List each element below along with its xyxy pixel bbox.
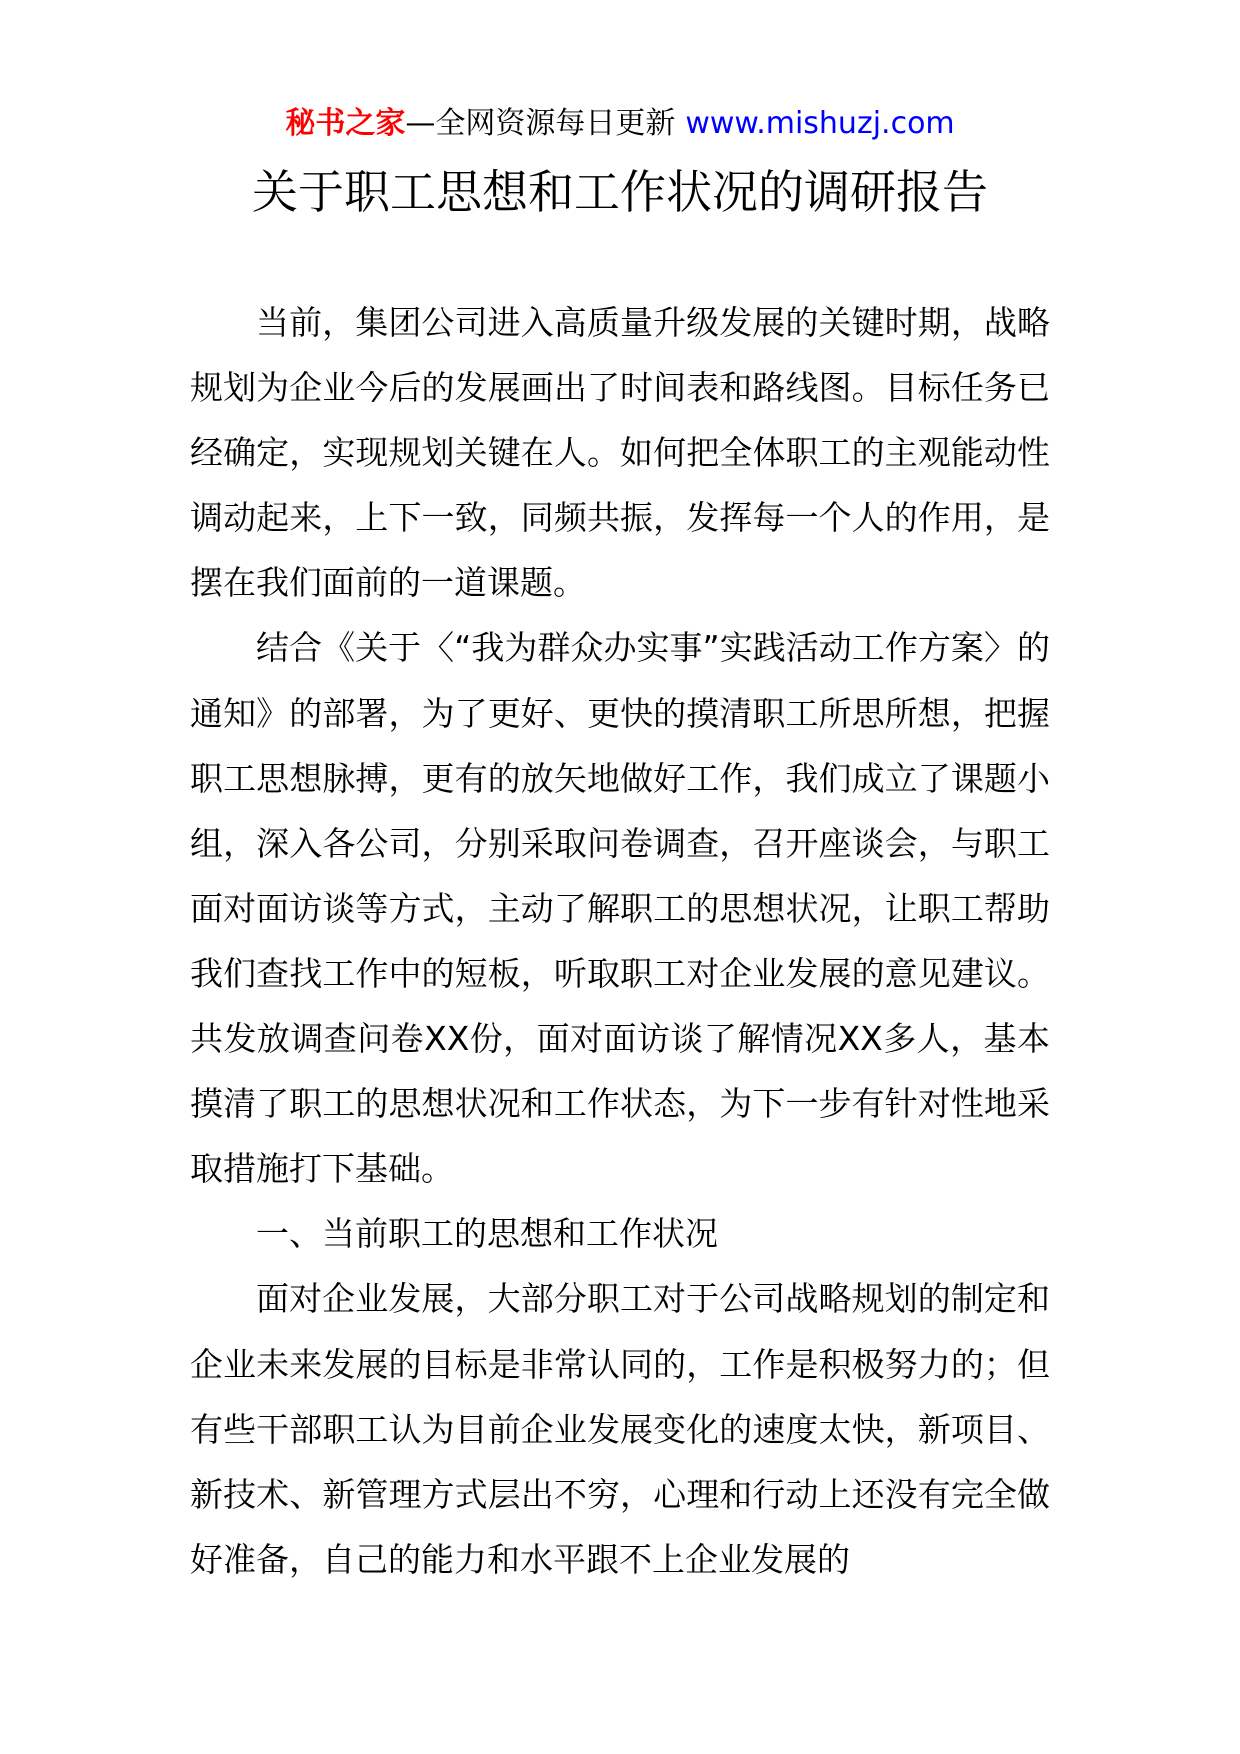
document-body	[190, 290, 1050, 1592]
paragraph-method: 结合《关于〈“我为群众办实事”实践活动工作方案〉的通知》的部署，为了更好、更快的摸清职工所思所想，把握职工思想脉搏，更有的放矢地做好工作，我们成立了课题小组，深入各公司，分别采取问卷调查，召开座谈会，与职工面对面访谈等方式，主动了解职工的思想状况，让职工帮助我们查找工作中的短板，听取职工对企业发展的意见建议。共发放调查问卷XX份，面对面访谈了解情况XX多人，基本摸清了职工的思想状况和工作状态，为下一步有针对性地采取措施打下基础。	[190, 628, 1050, 1189]
brand-name: 秘书之家	[285, 106, 406, 141]
paragraph-status: 面对企业发展，大部分职工对于公司战略规划的制定和企业未来发展的目标是非常认同的，工作是积极努力的；但有些干部职工认为目前企业发展变化的速度太快，新项目、新技术、新管理方式层出不穷，心理和行动上还没有完全做好准备，自己的能力和水平跟不上企业发展的	[190, 1279, 1050, 1579]
section-heading: 一、当前职工的思想和工作状况	[256, 1214, 718, 1254]
paragraph-intro: 当前，集团公司进入高质量升级发展的关键时期，战略规划为企业今后的发展画出了时间表和路线图。目标任务已经确定，实现规划关键在人。如何把全体职工的主观能动性调动起来，上下一致，同频共振，发挥每一个人的作用，是摆在我们面前的一道课题。	[190, 303, 1050, 603]
banner-tagline: —全网资源每日更新	[405, 106, 676, 141]
document-title: 关于职工思想和工作状况的调研报告	[252, 165, 988, 219]
site-url[interactable]: www.mishuzj.com	[685, 106, 955, 141]
site-banner	[0, 104, 1240, 144]
